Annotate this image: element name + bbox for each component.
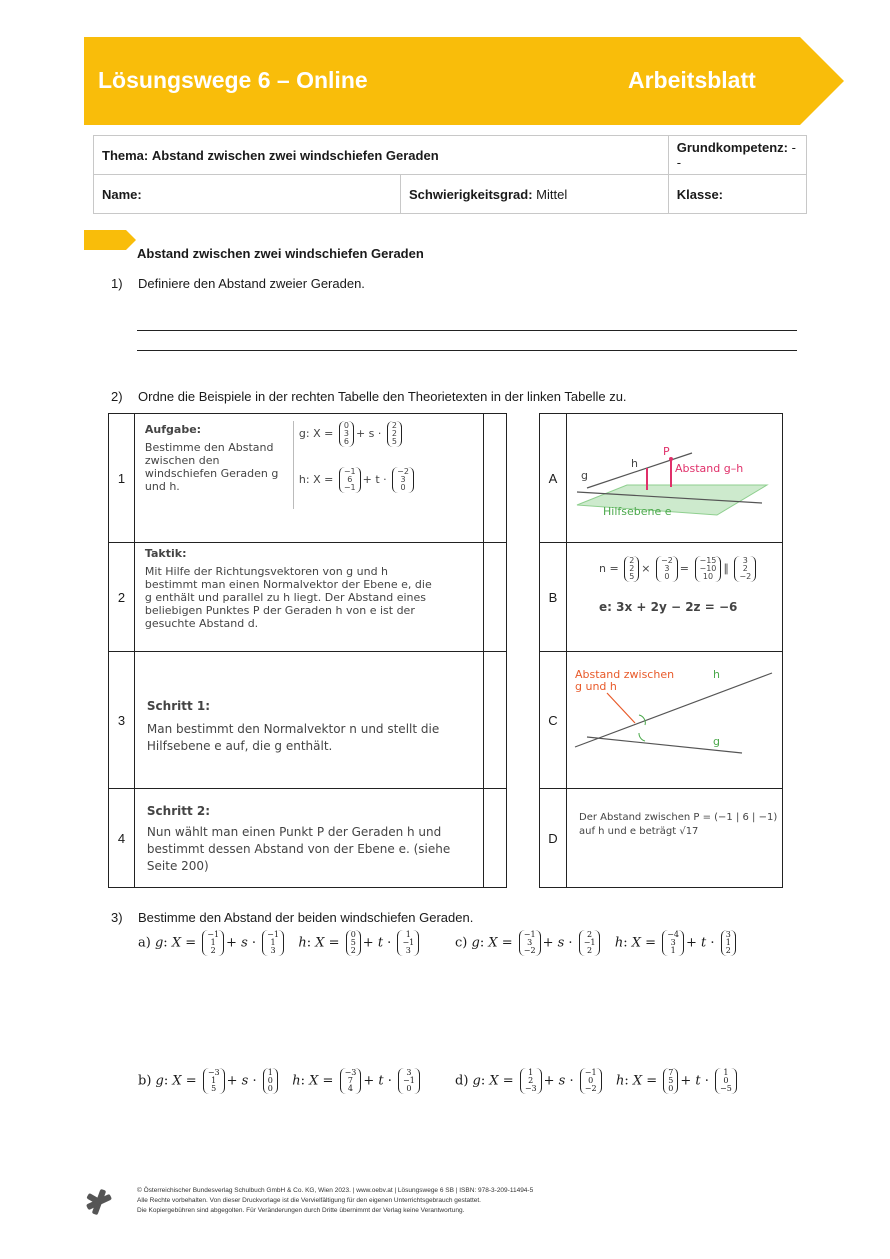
exercise-c: c) g: X = −1 3 −2 + s · 2 −1 2 h: X = −4 3 1 + t · 3 1 2	[455, 930, 738, 956]
header-banner	[84, 37, 844, 125]
answer-cell-2[interactable]	[484, 543, 507, 652]
thema-cell	[94, 136, 669, 175]
grundkompetenz-label: Grundkompetenz:	[676, 140, 788, 155]
theory-content-1	[134, 414, 483, 543]
vector: 1 0 0	[263, 1068, 278, 1094]
theory-content-3	[134, 652, 483, 789]
exercise-c-label: c)	[455, 935, 468, 951]
example-row-d	[540, 789, 783, 888]
example-row-c	[540, 652, 783, 789]
theory-table	[108, 413, 507, 888]
schwierigkeit-value: Mittel	[536, 186, 568, 202]
info-table	[93, 135, 807, 214]
footer	[137, 1186, 533, 1216]
name-cell[interactable]	[94, 175, 401, 214]
example-content-a	[567, 414, 783, 543]
diagram-a	[567, 415, 782, 542]
theory-row-4	[109, 789, 507, 888]
answer-line-1[interactable]	[137, 330, 797, 331]
vector: 0 5 2	[346, 930, 361, 956]
section-marker	[84, 230, 136, 250]
schwierigkeit-label: Schwierigkeitsgrad:	[409, 186, 533, 202]
thema-label: Thema:	[102, 147, 149, 163]
vector: −2 3 0	[392, 467, 414, 493]
vector: −1 6 −1	[339, 467, 361, 493]
vector: 2 −1 2	[579, 930, 601, 956]
row-1-divider	[293, 421, 294, 509]
diagram-a-h: h	[631, 456, 638, 470]
answer-cell-3[interactable]	[484, 652, 507, 789]
vector: −3 7 4	[340, 1068, 362, 1094]
vector: 3 1 2	[721, 930, 736, 956]
exercise-d: d) g: X = 1 2 −3 + s · −1 0 −2 h: X = 7 5 0 + t · 1 0 −5	[455, 1068, 739, 1094]
name-label: Name:	[102, 186, 142, 202]
row-3-heading: Schritt 1:	[146, 698, 211, 713]
vector: 3 2 −2	[734, 556, 756, 582]
row-4-text: Nun wählt man einen Punkt P der Geraden h und bestimmt dessen Abstand von der Ebene e. (siehe Seite 200)	[146, 824, 451, 873]
vector: −1 1 2	[202, 930, 224, 956]
row-d-line-2: auf h und e beträgt √17	[579, 825, 699, 837]
h-label: h: X =	[298, 472, 334, 486]
diagram-c-h: h	[713, 667, 720, 681]
vector: 1 2 −3	[520, 1068, 542, 1094]
grundkompetenz-value: --	[676, 140, 796, 170]
theory-content-4	[134, 789, 483, 888]
diagram-c-abstand: Abstand zwischen	[575, 667, 675, 681]
row-label: 4	[109, 789, 135, 888]
answer-cell-4[interactable]	[484, 789, 507, 888]
answer-line-2[interactable]	[137, 350, 797, 351]
exercise-d-label: d)	[455, 1073, 469, 1089]
question-3-text: Bestimme den Abstand der beiden windschiefen Geraden.	[138, 910, 474, 925]
vector: 3 −1 0	[398, 1068, 420, 1094]
row-1-text: Bestimme den Abstand zwischen den windschiefen Geraden g und h.	[144, 440, 279, 493]
question-1-text: Definiere den Abstand zweier Geraden.	[138, 276, 365, 291]
question-1-number: 1)	[111, 276, 123, 291]
section-title: Abstand zwischen zwei windschiefen Geraden	[137, 246, 424, 261]
vector: 0 3 6	[339, 421, 354, 447]
vector: −1 1 3	[262, 930, 284, 956]
example-content-b	[567, 543, 783, 652]
schwierigkeit-cell	[401, 175, 669, 214]
row-label: D	[540, 789, 567, 888]
diagram-a-p: P	[663, 444, 670, 458]
examples-table	[539, 413, 783, 888]
diagram-c-g: g	[713, 734, 720, 748]
header-label: Arbeitsblatt	[628, 67, 756, 93]
theory-row-1	[109, 414, 507, 543]
diagram-c-abstand-2: g und h	[575, 679, 617, 693]
footer-line-2: Alle Rechte vorbehalten. Von dieser Druckvorlage ist die Vervielfältigung für den eigenen Unterrichtsgebrauch gestattet.	[137, 1197, 481, 1204]
diagram-c	[567, 653, 782, 788]
vector: 7 5 0	[663, 1068, 678, 1094]
row-2-heading: Taktik:	[144, 546, 187, 560]
vector: −4 3 1	[662, 930, 684, 956]
question-3-number: 3)	[111, 910, 123, 925]
theory-row-2	[109, 543, 507, 652]
example-row-b	[540, 543, 783, 652]
exercise-b-label: b)	[138, 1073, 152, 1089]
row-label: A	[540, 414, 567, 543]
footer-line-3: Die Kopiergebühren sind abgegolten. Für Veränderungen durch Dritte übernimmt der Verlag keine Verantwortung.	[137, 1207, 465, 1214]
row-3-text: Man bestimmt den Normalvektor n und stellt die Hilfsebene e auf, die g enthält.	[146, 721, 440, 753]
row-label: B	[540, 543, 567, 652]
grundkompetenz-cell	[668, 136, 806, 175]
vector: −3 1 5	[203, 1068, 225, 1094]
plane-equation: e: 3x + 2y − 2z = −6	[599, 599, 738, 614]
row-label: C	[540, 652, 567, 789]
thema-value: Abstand zwischen zwei windschiefen Geraden	[151, 147, 439, 163]
exercise-a: a) g: X = −1 1 2 + s · −1 1 3 h: X = 0 5 2 + t · 1 −1 3	[138, 930, 421, 956]
theory-content-2	[134, 543, 483, 652]
diagram-a-g: g	[581, 468, 588, 482]
diagram-a-abstand: Abstand g–h	[675, 461, 744, 475]
exercise-a-label: a)	[138, 935, 151, 951]
n-label: n =	[599, 561, 619, 575]
vector: −1 3 −2	[519, 930, 541, 956]
answer-cell-1[interactable]	[484, 414, 507, 543]
klasse-cell[interactable]	[668, 175, 806, 214]
exercise-b: b) g: X = −3 1 5 + s · 1 0 0 h: X = −3 7 4 + t · 3 −1 0	[138, 1068, 422, 1094]
example-content-d	[567, 789, 783, 888]
question-2-number: 2)	[111, 389, 123, 404]
vector: 1 0 −5	[715, 1068, 737, 1094]
row-4-heading: Schritt 2:	[146, 803, 211, 818]
row-label: 2	[109, 543, 135, 652]
header-title: Lösungswege 6 – Online	[98, 67, 368, 93]
diagram-a-ebene: Hilfsebene e	[603, 504, 672, 518]
vector: 2 2 5	[624, 556, 639, 582]
row-2-text: Mit Hilfe der Richtungsvektoren von g und h bestimmt man einen Normalvektor der Ebene e, die g enthält und parallel zu h liegt. Der Abstand eines beliebigen Punktes P der Geraden h von e ist der gesuchte Abstand d.	[144, 564, 432, 630]
theory-row-3	[109, 652, 507, 789]
vector: −15 −10 10	[695, 556, 722, 582]
row-1-h-line: h: X = −1 6 −1 + t · −2 3 0	[299, 467, 416, 493]
vector: −2 3 0	[656, 556, 678, 582]
row-d-line-1: Der Abstand zwischen P = (−1 | 6 | −1)	[579, 811, 778, 823]
row-label: 3	[109, 652, 135, 789]
normal-vector: n = 2 2 5 × −2 3 0 = −15 −10 10 ∥ 3 2 −2	[599, 556, 758, 582]
row-1-heading: Aufgabe:	[144, 422, 202, 436]
row-label: 1	[109, 414, 135, 543]
publisher-logo-icon	[84, 1187, 114, 1217]
klasse-label: Klasse:	[676, 186, 724, 202]
question-2-text: Ordne die Beispiele in der rechten Tabelle den Theorietexten in der linken Tabelle zu.	[138, 389, 627, 404]
vector: −1 0 −2	[580, 1068, 602, 1094]
example-content-c	[567, 652, 783, 789]
vector: 1 −1 3	[397, 930, 419, 956]
footer-line-1: © Österreichischer Bundesverlag Schulbuch GmbH & Co. KG, Wien 2023. | www.oebv.at | Lösungswege 6 SB | ISBN: 978-3-209-11494-5	[137, 1187, 534, 1194]
vector: 2 2 5	[387, 421, 402, 447]
example-row-a	[540, 414, 783, 543]
row-1-g-line: g: X = 0 3 6 + s · 2 2 5	[299, 421, 404, 447]
g-label: g: X =	[298, 426, 334, 440]
